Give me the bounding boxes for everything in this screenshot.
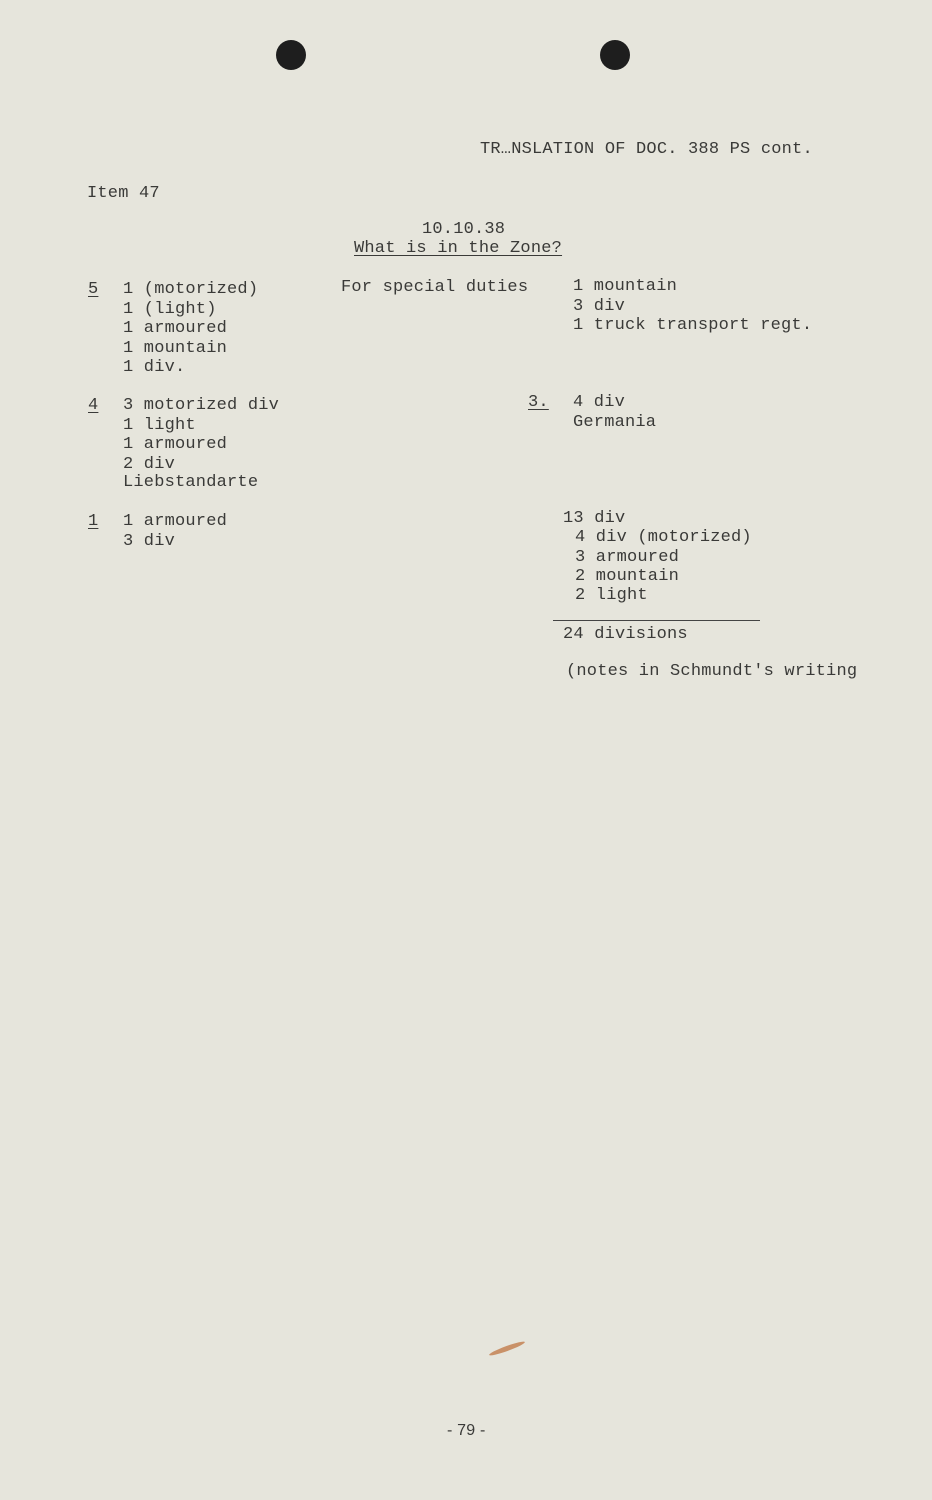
group-3-line: 4 div [573,393,626,412]
page-number: - 79 - [447,1422,486,1439]
special-duties-line: 1 truck transport regt. [573,316,813,335]
group-4-line: 2 div [123,454,176,474]
punch-hole-left [276,40,306,70]
special-duties-line: 1 mountain [573,277,678,296]
handwriting-note: (notes in Schmundt's writing [566,662,858,681]
group-5-line: 1 div. [123,358,186,377]
group-3-line: Germania [573,412,657,432]
group-1-line: 1 armoured [123,512,228,531]
group-5-line: 1 mountain [123,338,228,358]
group-4-line: Liebstandarte [123,473,259,492]
group-4-number: 4 [88,396,99,415]
group-5-line: 1 (light) [123,299,217,319]
totals-line: 13 div [563,509,626,528]
group-1-line: 3 div [123,531,176,551]
group-4-line: 3 motorized div [123,396,280,415]
totals-line: 4 div (motorized) [575,528,752,547]
group-5-number: 5 [88,280,99,299]
ink-smudge [488,1340,525,1358]
item-number: Item 47 [87,184,160,203]
total-divisions: 24 divisions [563,625,688,644]
group-3-number: 3. [528,393,549,412]
totals-line: 2 light [575,586,648,605]
translation-title: TR…NSLATION OF DOC. 388 PS cont. [480,140,813,159]
punch-hole-right [600,40,630,70]
zone-title: What is in the Zone? [354,239,563,258]
totals-line: 3 armoured [575,547,680,567]
total-rule [553,620,760,621]
group-4-line: 1 light [123,415,196,435]
totals-line: 2 mountain [575,567,680,586]
group-4-line: 1 armoured [123,435,228,454]
special-duties-line: 3 div [573,296,626,316]
document-date: 10.10.38 [422,220,506,239]
group-5-line: 1 armoured [123,319,228,338]
group-5-line: 1 (motorized) [123,280,259,299]
special-duties-label: For special duties [341,278,529,297]
group-1-number: 1 [88,512,99,531]
